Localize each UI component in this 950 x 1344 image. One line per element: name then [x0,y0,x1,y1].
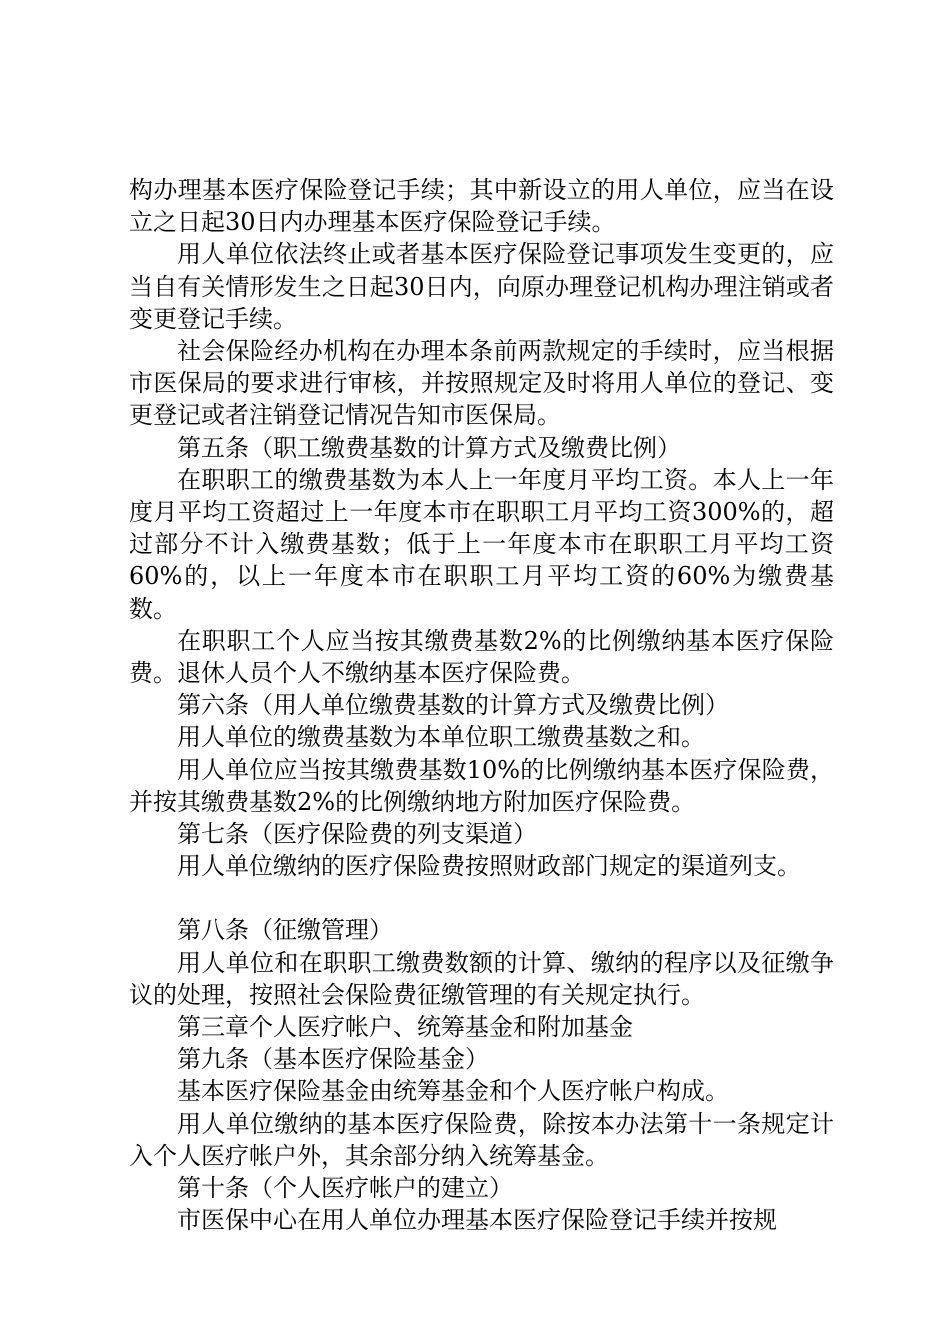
paragraph: 在职职工的缴费基数为本人上一年度月平均工资。本人上一年度月平均工资超过上一年度本市在职职工月平均工资300%的，超过部分不计入缴费基数；低于上一年度本市在职职工月平均工资60%的，以上一年度本市在职职工月平均工资的60%为缴费基数。 [129,465,834,623]
paragraph: 基本医疗保险基金由统筹基金和个人医疗帐户构成。 [177,1077,729,1106]
paragraph: 市医保中心在用人单位办理基本医疗保险登记手续并按规 [177,1206,777,1235]
document-page [129,174,834,1237]
paragraph: 用人单位应当按其缴费基数10%的比例缴纳基本医疗保险费，并按其缴费基数2%的比例缴纳地方附加医疗保险费。 [129,755,834,816]
paragraph: 用人单位依法终止或者基本医疗保险登记事项发生变更的，应当自有关情形发生之日起30日内，向原办理登记机构办理注销或者变更登记手续。 [129,240,834,333]
article-heading-5: 第五条（职工缴费基数的计算方式及缴费比例） [177,433,681,462]
paragraph: 用人单位缴纳的医疗保险费按照财政部门规定的渠道列支。 [177,852,801,881]
paragraph-continuation: 构办理基本医疗保险登记手续；其中新设立的用人单位，应当在设立之日起30日内办理基本医疗保险登记手续。 [129,176,834,237]
article-heading-8: 第八条（征缴管理） [177,916,393,945]
paragraph: 在职职工个人应当按其缴费基数2%的比例缴纳基本医疗保险费。退休人员个人不缴纳基本医疗保险费。 [129,626,834,688]
chapter-heading-3: 第三章个人医疗帐户、统筹基金和附加基金 [177,1013,633,1042]
article-heading-10: 第十条（个人医疗帐户的建立） [177,1174,513,1203]
article-heading-9: 第九条（基本医疗保险基金） [177,1045,489,1074]
article-heading-7: 第七条（医疗保险费的列支渠道） [177,820,537,849]
paragraph: 用人单位缴纳的基本医疗保险费，除按本办法第十一条规定计入个人医疗帐户外，其余部分纳入统筹基金。 [129,1109,834,1170]
paragraph: 社会保险经办机构在办理本条前两款规定的手续时，应当根据市医保局的要求进行审核，并按照规定及时将用人单位的登记、变更登记或者注销登记情况告知市医保局。 [129,337,834,430]
paragraph: 用人单位和在职职工缴费数额的计算、缴纳的程序以及征缴争议的处理，按照社会保险费征缴管理的有关规定执行。 [129,948,834,1009]
paragraph: 用人单位的缴费基数为本单位职工缴费基数之和。 [177,723,705,752]
article-heading-6: 第六条（用人单位缴费基数的计算方式及缴费比例） [177,691,729,720]
